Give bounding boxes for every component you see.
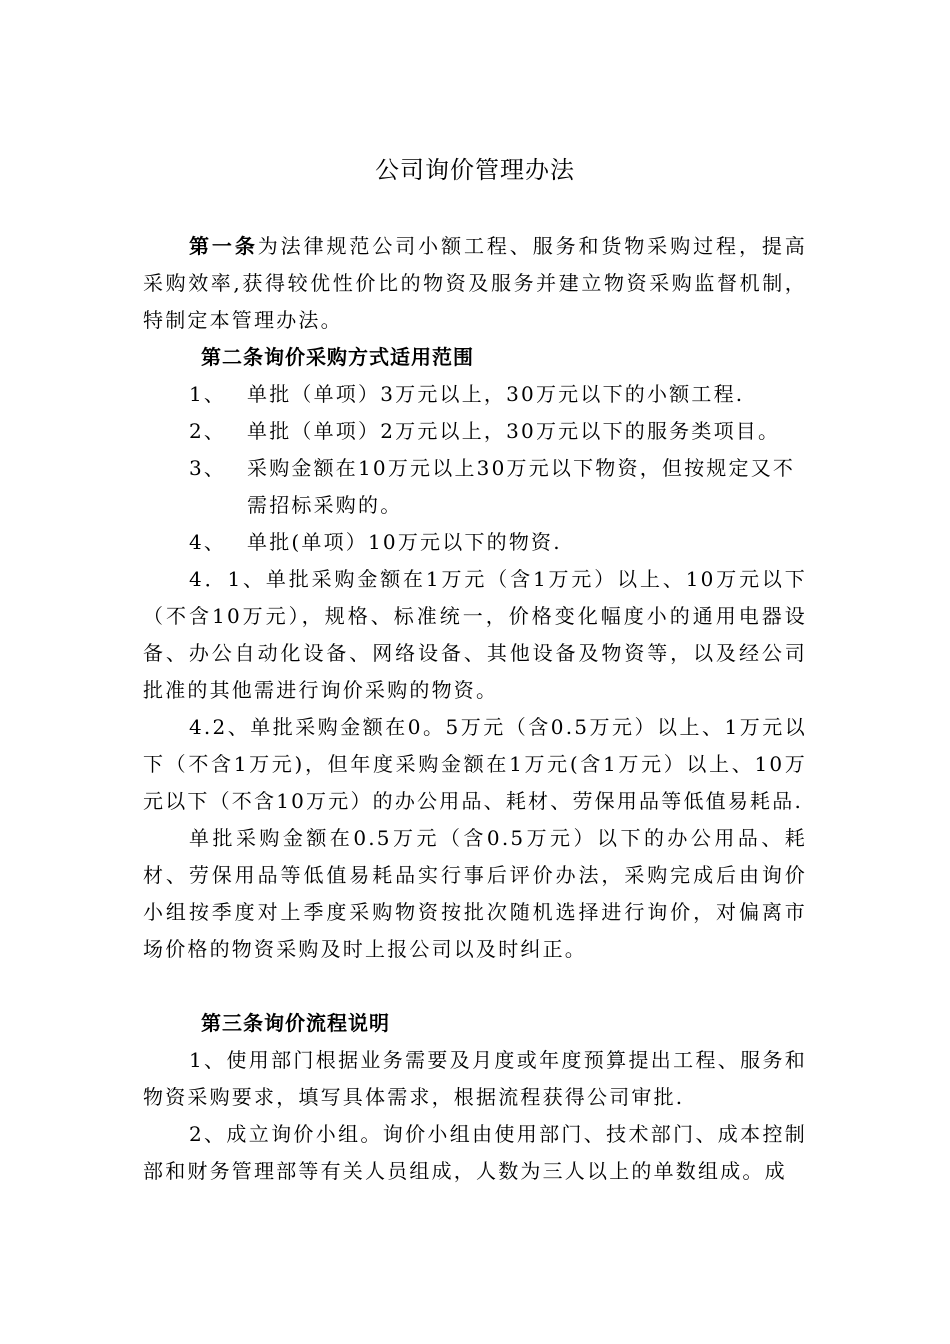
clause-4-1: 4．1、单批采购金额在1万元（含1万元）以上、10万元以下（不含10万元），规格、标准统一，价格变化幅度小的通用电器设备、办公自动化设备、网络设备、其他设备及物资等，以及经公司批准的其他需进行询价采购的物资。 <box>143 567 807 702</box>
article-3-heading: 第三条询价流程说明 <box>201 1011 390 1035</box>
document-title: 公司询价管理办法 <box>375 156 575 184</box>
article-1-heading: 第一条 <box>189 234 258 258</box>
article-1 <box>143 228 807 339</box>
list-item <box>143 413 807 450</box>
list-item <box>143 376 807 413</box>
list-item-number: 4、 <box>189 530 227 554</box>
list-item-text: 单批(单项）10万元以下的物资. <box>247 530 562 554</box>
process-step-1: 1、使用部门根据业务需要及月度或年度预算提出工程、服务和物资采购要求，填写具体需求，根据流程获得公司审批. <box>143 1048 807 1109</box>
list-item <box>143 524 807 561</box>
article-1-text: 为法律规范公司小额工程、服务和货物采购过程，提高采购效率,获得较优性价比的物资及服务并建立物资采购监督机制，特制定本管理办法。 <box>143 234 807 332</box>
list-item-text: 单批（单项）2万元以上，30万元以下的服务类项目。 <box>247 419 781 443</box>
list-item-number: 1、 <box>189 382 227 406</box>
list-item-text: 单批（单项）3万元以上，30万元以下的小额工程. <box>247 382 745 406</box>
document-body <box>143 228 807 1190</box>
paragraph-spacer <box>143 968 807 1005</box>
article-2-heading: 第二条询价采购方式适用范围 <box>201 345 474 369</box>
process-step-2: 2、成立询价小组。询价小组由使用部门、技术部门、成本控制部和财务管理部等有关人员组成，人数为三人以上的单数组成。成 <box>143 1122 807 1183</box>
list-item-number: 2、 <box>189 419 227 443</box>
list-item <box>143 450 807 524</box>
list-item-number: 3、 <box>189 456 227 480</box>
clause-4-2: 4.2、单批采购金额在0。5万元（含0.5万元）以上、1万元以下（不含1万元)，但年度采购金额在1万元(含1万元）以上、10万元以下（不含10万元）的办公用品、耗材、劳保用品等低值易耗品. <box>143 715 807 813</box>
list-item-text: 采购金额在10万元以上30万元以下物资，但按规定又不需招标采购的。 <box>247 456 796 517</box>
small-purchase-paragraph: 单批采购金额在0.5万元（含0.5万元）以下的办公用品、耗材、劳保用品等低值易耗品实行事后评价办法，采购完成后由询价小组按季度对上季度采购物资按批次随机选择进行询价，对偏离市场价格的物资采购及时上报公司以及时纠正。 <box>143 826 807 961</box>
